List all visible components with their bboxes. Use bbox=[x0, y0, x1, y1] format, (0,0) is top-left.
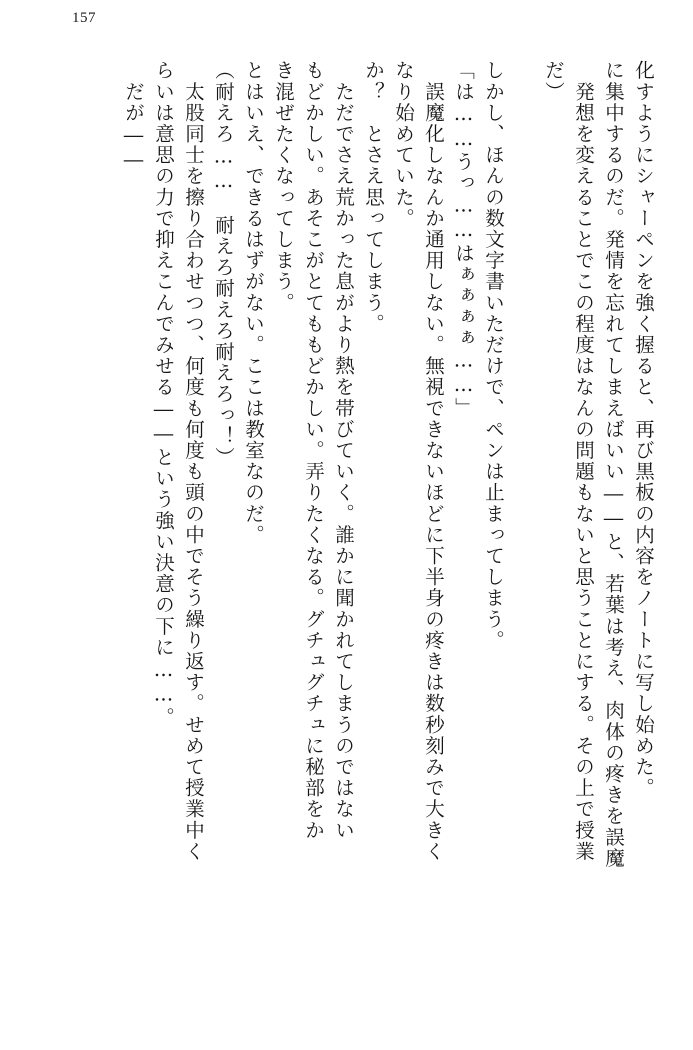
text-line: 太股同士を擦り合わせつつ、何度も何度も頭の中でそう繰り返す。せめて授業中く bbox=[182, 60, 205, 862]
text-line: 化すようにシャーペンを強く握ると、再び黒板の内容をノートに写し始めた。 bbox=[632, 60, 655, 799]
text-line: らいは意思の力で抑えこんでみせる――という強い決意の下に……。 bbox=[152, 60, 175, 729]
text-line: しかし、ほんの数文字書いただけで、ペンは止まってしまう。 bbox=[482, 60, 505, 651]
text-line: か？ とさえ思ってしまう。 bbox=[362, 60, 385, 335]
text-line: （耐えろ…… 耐えろ耐えろ耐えろっ！） bbox=[212, 60, 235, 468]
text-line: だ） bbox=[542, 60, 565, 103]
text-line bbox=[503, 60, 533, 1010]
text-line: に集中するのだ。発情を忘れてしまえばいい――と、若葉は考え、肉体の疼きを誤魔 bbox=[602, 60, 625, 869]
text-line: 発想を変えることでこの程度はなんの問題もないと思うことにする。その上で授業 bbox=[572, 60, 595, 862]
page-number: 157 bbox=[72, 10, 96, 26]
text-line: ただでさえ荒かった息がより熱を帯びていく。誰かに聞かれてしまうのではない bbox=[332, 60, 355, 841]
text-line: とはいえ、できるはずがない。ここは教室なのだ。 bbox=[242, 60, 265, 546]
text-line: 誤魔化しなんか通用しない。無視できないほどに下半身の疼きは数秒刻みで大きく bbox=[422, 60, 445, 862]
text-line: 「は……うっ……はぁぁぁぁ……」 bbox=[452, 60, 475, 419]
vertical-text-block bbox=[62, 60, 653, 1010]
text-line: もどかしい。あそこがとてももどかしい。弄りたくなる。グチュグチュに秘部をか bbox=[302, 60, 325, 841]
text-line: き混ぜたくなってしまう。 bbox=[272, 60, 295, 314]
text-line: だが―― bbox=[122, 60, 145, 173]
text-line: なり始めていた。 bbox=[392, 60, 415, 229]
